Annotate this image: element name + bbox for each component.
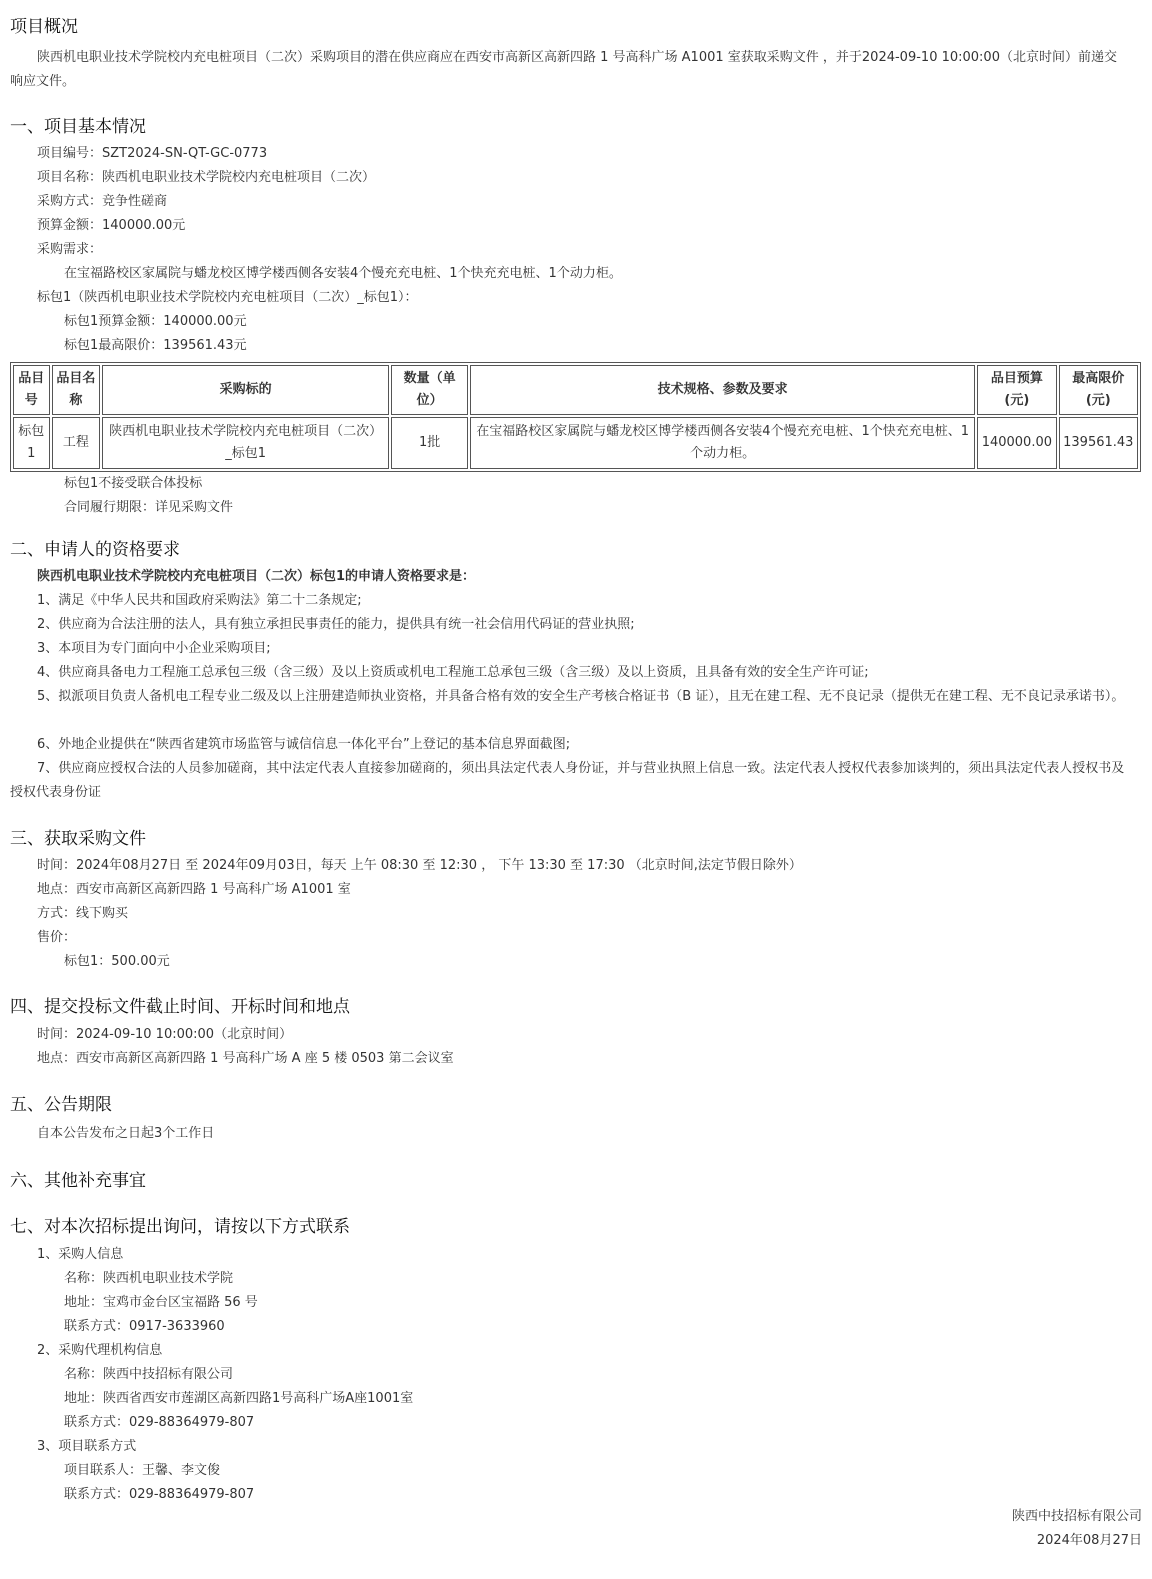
section-7-title: 七、对本次招标提出询问，请按以下方式联系 [10, 1217, 350, 1237]
items-table [10, 362, 1141, 472]
cell-spec: 在宝福路校区家属院与蟠龙校区博学楼西侧各安装4个慢充充电桩、1个快充充电桩、1个动力柜。 [470, 417, 975, 469]
section-5-title: 五、公告期限 [10, 1095, 112, 1115]
buyer-name: 名称：陕西机电职业技术学院 [64, 1271, 234, 1286]
qualification-item: 7、供应商应授权合法的人员参加磋商，其中法定代表人直接参加磋商的，须出具法定代表人身份证，并与营业执照上信息一致。法定代表人授权代表参加谈判的，须出具法定代表人授权书及授权代表身份证 [10, 761, 1125, 800]
section-4-title: 四、提交投标文件截止时间、开标时间和地点 [10, 997, 350, 1017]
contact-label: 3、项目联系方式 [37, 1439, 137, 1454]
lot-price: 标包1：500.00元 [64, 954, 170, 969]
budget-amount: 预算金额：140000.00元 [37, 218, 186, 233]
table-header-row [13, 365, 1138, 415]
cell-item-budget: 140000.00 [977, 417, 1056, 469]
cell-quantity: 1批 [391, 417, 468, 469]
header-subject: 采购标的 [102, 365, 389, 415]
cell-subject: 陕西机电职业技术学院校内充电桩项目（二次）_标包1 [102, 417, 389, 469]
agent-phone: 联系方式：029-88364979-807 [64, 1415, 255, 1430]
header-item-name: 品目名称 [52, 365, 101, 415]
obtain-place: 地点：西安市高新区高新四路 1 号高科广场 A1001 室 [37, 882, 351, 897]
section-2-title: 二、申请人的资格要求 [10, 540, 180, 560]
price-label: 售价： [37, 930, 77, 945]
qualification-item: 1、满足《中华人民共和国政府采购法》第二十二条规定; [37, 593, 362, 608]
overview-title: 项目概况 [10, 17, 78, 37]
demand-text: 在宝福路校区家属院与蟠龙校区博学楼西侧各安装4个慢充充电桩、1个快充充电桩、1个动力柜。 [64, 266, 622, 281]
cell-item-name: 工程 [52, 417, 101, 469]
table-row [13, 417, 1138, 469]
header-item-budget: 品目预算(元) [977, 365, 1056, 415]
deadline-time: 时间：2024-09-10 10:00:00（北京时间） [37, 1027, 293, 1042]
agent-address: 地址：陕西省西安市莲湖区高新四路1号高科广场A座1001室 [64, 1391, 414, 1406]
obtain-time: 时间：2024年08月27日 至 2024年09月03日，每天 上午 08:30 至 12:30 ， 下午 13:30 至 17:30 （北京时间,法定节假日除外） [37, 858, 802, 873]
section-3-title: 三、获取采购文件 [10, 829, 146, 849]
qualification-item: 3、本项目为专门面向中小企业采购项目; [37, 641, 271, 656]
lot-budget: 标包1预算金额：140000.00元 [64, 314, 247, 329]
section-1-title: 一、项目基本情况 [10, 117, 146, 137]
header-spec: 技术规格、参数及要求 [470, 365, 975, 415]
signature-date: 2024年08月27日 [1036, 1533, 1142, 1548]
procurement-method: 采购方式：竞争性磋商 [37, 194, 168, 209]
cell-item-no: 标包1 [13, 417, 50, 469]
buyer-address: 地址：宝鸡市金台区宝福路 56 号 [64, 1295, 258, 1310]
notice-period: 自本公告发布之日起3个工作日 [37, 1126, 215, 1141]
qualification-item: 6、外地企业提供在“陕西省建筑市场监管与诚信信息一体化平台”上登记的基本信息界面截图; [37, 737, 571, 752]
project-name: 项目名称：陕西机电职业技术学院校内充电桩项目（二次） [37, 170, 376, 185]
signature-org: 陕西中技招标有限公司 [1011, 1509, 1142, 1524]
qualification-lead: 陕西机电职业技术学院校内充电桩项目（二次）标包1的申请人资格要求是： [37, 569, 476, 584]
qualification-item: 2、供应商为合法注册的法人，具有独立承担民事责任的能力，提供具有统一社会信用代码证的营业执照; [37, 617, 635, 632]
lot-title: 标包1（陕西机电职业技术学院校内充电桩项目（二次）_标包1）： [37, 290, 418, 305]
header-max-price: 最高限价(元) [1059, 365, 1138, 415]
no-consortium: 标包1不接受联合体投标 [64, 476, 203, 491]
obtain-method: 方式：线下购买 [37, 906, 129, 921]
lot-max-price: 标包1最高限价：139561.43元 [64, 338, 247, 353]
project-number: 项目编号：SZT2024-SN-QT-GC-0773 [37, 146, 268, 161]
qualification-item: 5、拟派项目负责人备机电工程专业二级及以上注册建造师执业资格，并具备合格有效的安全生产考核合格证书（B 证），且无在建工程、无不良记录（提供无在建工程、无不良记录承诺书）。 [37, 689, 1125, 704]
header-item-no: 品目号 [13, 365, 50, 415]
opening-place: 地点：西安市高新区高新四路 1 号高科广场 A 座 5 楼 0503 第二会议室 [37, 1051, 454, 1066]
demand-label: 采购需求： [37, 242, 103, 257]
cell-max-price: 139561.43 [1059, 417, 1138, 469]
buyer-label: 1、采购人信息 [37, 1247, 124, 1262]
contact-phone: 联系方式：029-88364979-807 [64, 1487, 255, 1502]
overview-text: 陕西机电职业技术学院校内充电桩项目（二次）采购项目的潜在供应商应在西安市高新区高新四路 1 号高科广场 A1001 室获取采购文件 ，并于2024-09-10 10:00:00（北京时间）前递交响应文件。 [10, 50, 1117, 89]
agent-label: 2、采购代理机构信息 [37, 1343, 163, 1358]
header-quantity: 数量（单位） [391, 365, 468, 415]
contract-period: 合同履行期限：详见采购文件 [64, 500, 234, 515]
qualification-item: 4、供应商具备电力工程施工总承包三级（含三级）及以上资质或机电工程施工总承包三级（含三级）及以上资质，且具备有效的安全生产许可证; [37, 665, 869, 680]
contact-person: 项目联系人：王馨、李文俊 [64, 1463, 221, 1478]
section-6-title: 六、其他补充事宜 [10, 1171, 146, 1191]
agent-name: 名称：陕西中技招标有限公司 [64, 1367, 234, 1382]
buyer-phone: 联系方式：0917-3633960 [64, 1319, 225, 1334]
